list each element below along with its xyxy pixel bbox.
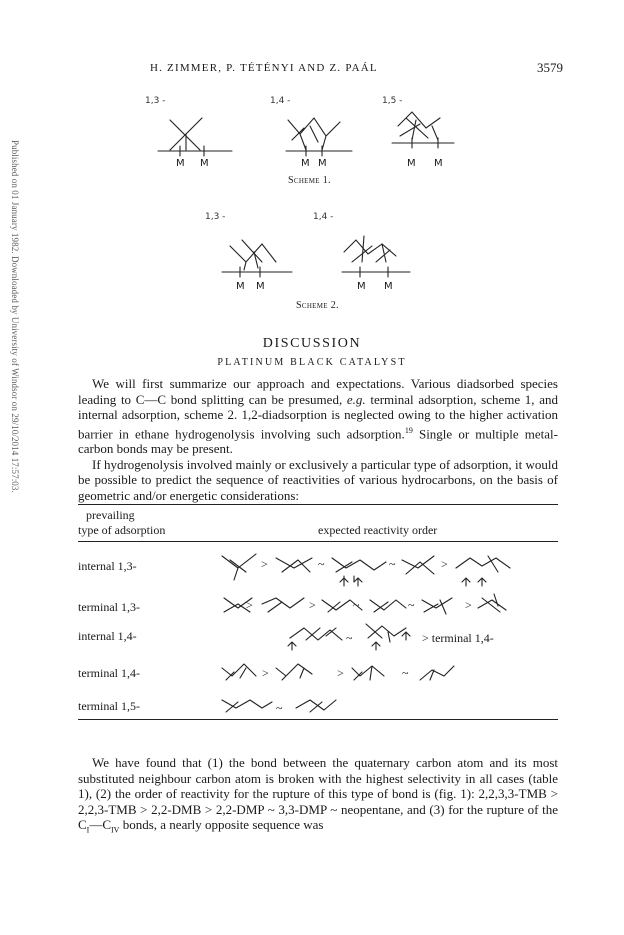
paragraph-hydrogenolysis: If hydrogenolysis involved mainly or exclusively a particular type of adsorption, it would be possible to predict the sequence of reactivities of various hydrocarbons, on the basis of geometric and/or energetic considerations: [78,456,558,503]
scheme1-metal-2: M [200,158,209,169]
table-row-type-internal-14: internal 1,4- [78,629,137,643]
scheme1-metal-1: M [176,158,185,169]
row2-gt-2: > [309,598,316,612]
row4-structure-1 [222,664,256,680]
section-title: DISCUSSION [262,336,362,351]
paragraph1-part2: terminal adsorption, scheme 1, and internal adsorption, scheme 2. 1,2-diadsorption is neglected owing to the higher activation barrier in ethane hydrogenolysis involving such adsorption. [78,391,559,441]
scheme1-metal-3: M [301,158,310,169]
row2-structure-6 [478,594,506,612]
scheme1-metal-6: M [434,158,443,169]
row2-approx-1: ~ [353,598,360,612]
row3-approx: ~ [346,631,353,645]
scheme2-metal-4: M [384,281,393,292]
row3-structure-2 [366,624,410,650]
table-header-line2: type of adsorption [78,523,166,537]
row2-structure-4 [370,600,406,612]
running-head: H. ZIMMER, P. TÉTÉNYI AND Z. PAÁL [150,62,378,74]
scheme1-label-13: 1,3 - [145,96,166,106]
row5-approx: ~ [276,701,283,715]
scheme1-caption-word: Scheme [288,175,320,186]
scheme1-metal-4: M [318,158,327,169]
row4-approx: ~ [402,666,409,680]
row3-structure-1 [288,628,342,650]
download-notice-text: Published on 01 January 1982. Downloaded by University of Windsor on 29/10/2014 17:57:03. [10,140,20,493]
row2-approx-2: ~ [408,598,415,612]
scheme1-caption-number: 1. [322,175,331,186]
row1-approx-1: ~ [318,557,325,571]
paragraph3-dash: —C [89,817,112,832]
row4-gt-2: > [337,666,344,680]
paragraph3-text: We have found that (1) the bond between the quaternary carbon atom and its most substituted neighbour carbon atom is broken with the highest selectivity in all cases (table 1), (2) the order of reactivity for the rupture of this type of bond is (fig. 1): 2,2,3,3-TMB > 2,2,3-TMB > 2,2-DMB > 2,2-DMP ~ 3,3-DMP ~ neopentane, and (3) for the rupture of the C [78,755,558,832]
scheme2-metal-1: M [236,281,245,292]
row2-structure-3 [322,600,362,612]
paragraph1-part3: Single or multiple metal-carbon bonds may be present. [78,425,558,457]
row5-structure-1 [222,700,272,712]
row4-gt-1: > [262,666,269,680]
row1-arrows [340,578,486,586]
scheme1-label-15: 1,5 - [382,96,403,106]
paragraph3-sub2: IV [111,825,120,835]
scheme2-label-14: 1,4 - [313,212,334,222]
paragraph1-part1: We will first summarize our approach and expectations. Various diadsorbed species leading to C—C bond splitting can be presumed, [78,376,558,407]
table-row-type-terminal-13: terminal 1,3- [78,600,140,614]
row4-structure-2 [276,664,312,680]
row1-approx-2: ~ [389,557,396,571]
subsection-title: PLATINUM BLACK CATALYST [217,357,407,368]
scheme2-caption-number: 2. [330,300,339,311]
paragraph3-end: bonds, a nearly opposite sequence was [119,817,324,832]
row1-gt: > [261,557,268,571]
paragraph-findings [78,755,558,838]
table-rule-bottom [78,719,558,720]
row1-structure-2 [276,558,312,572]
paragraph1-ref: 19 [404,425,413,435]
row2-gt-3: > [465,598,472,612]
scheme2-caption-word: Scheme [296,300,328,311]
row1-structure-4 [402,556,434,574]
scheme2-label-13: 1,3 - [205,212,226,222]
row2-structure-1 [224,598,252,612]
table-row-type-internal-13: internal 1,3- [78,559,137,573]
scheme1-metal-5: M [407,158,416,169]
table-header-line1: prevailing [86,508,135,522]
row4-structure-4 [420,666,454,680]
scheme2-metal-2: M [256,281,265,292]
scheme1-label-14: 1,4 - [270,96,291,106]
table-header-right: expected reactivity order [318,523,438,537]
scheme2-metal-3: M [357,281,366,292]
row2-structure-2 [262,598,304,612]
row1-gt-2: > [441,557,448,571]
table-row-type-terminal-14: terminal 1,4- [78,666,140,680]
row2-structure-5 [422,598,452,614]
row1-structure-3 [332,558,386,584]
paragraph3-sub1: I [86,825,90,835]
row2-gt-1: > [246,598,253,612]
row4-structure-3 [352,666,384,680]
row1-structure-5 [456,556,510,572]
row5-structure-2 [296,700,336,712]
paragraph1-eg: e.g. [346,391,366,407]
page-number: 3579 [537,60,563,75]
table-row-type-terminal-15: terminal 1,5- [78,699,140,713]
row3-suffix: > terminal 1,4- [422,631,494,645]
row1-structure-1 [222,554,256,580]
